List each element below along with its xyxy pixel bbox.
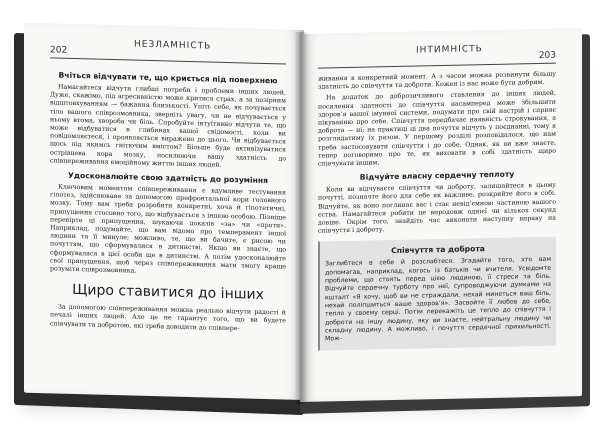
left-paragraph-2: Ключовим моментом співпереживання є вдумливе тестування гіпотез, здійснюване за допомогою префронтальної кори головного мозку. Тому вам треба розробити конкретні, хоча й гіпотетичні, припущення стосовно того, що відбувається з іншою особою. Пізніше перевірте ці припущення, шукаючи доказів «за» чи «проти». Наприклад, подумайте, що вам відомо про темперамент іншої людини та її минуле; можливо, те, що ви бачите, є рисою чи почуттям, що сформувалися в дитинстві. Якщо ви знаєте, що сформувалася в цієї особи ще в дитинстві. А потім удосконалюйте свої припущення, щоб через співпереживання мати змогу краще розуміти співрозмовника. [50, 183, 286, 275]
left-running-head: НЕЗЛАМНІСТЬ [134, 39, 212, 52]
chapter-title: Щиро ставитися до інших [72, 282, 264, 304]
right-page-content [318, 71, 556, 390]
left-page-number: 202 [50, 45, 68, 56]
right-header-rule [318, 63, 556, 69]
left-subsection-title: Удосконалюйте свою здатність до розуміння [68, 170, 268, 186]
left-paragraph-1: Намагайтеся відчути глибші потреби і проблеми інших людей. Дуже, скажімо, під агресивністю може критися страх, а за позірним відштовхуванням — бажання близькості. Упіть себе, як почувається тіло вашого співрозмовника, зверніть увагу, чи не відчувається у ньому втома, хвороба чи біль. Спробуйте інтуїтивно відчути те, що може відбуватися в глибинах вашої свідомості, коли ви повідомляєтеся, і проявляється виражено до цього. Чи відбувається щось під якимсь гнітючим вмістом? Більше буде активізуватися острівцева кора мозку, посилюючи вашу здатність до співпереживання емоційному життю інших людей. [50, 83, 286, 169]
right-section-title: Відчуйте власну сердечну теплоту [359, 169, 515, 182]
right-page-number: 203 [538, 50, 556, 61]
left-page-content [50, 65, 286, 387]
exercise-title: Співчуття та доброта [391, 244, 485, 256]
exercise-text: Заглибтеся в себе й розслабтеся. Згадайте того, хто вам допомагав, наприклад, когось із батьків чи вчителя. Усвідомте проблеми, що стоять перед цією людиною, її стреси та біль. Відчуйте сердечну турботу про неї, супроводжуючи думками на кшталт «Я хочу, щоб ви не страждали, нехай минеться ваш біль, нехай поліпшиться ваше здоров’я». Засвойте її любов до себе, тепло у своєму серці. Потім перекажіть це тепло до співчуття і доброти на іншу людину, яку ви знаєте, нейтральну людину чи складну людину. А можливо, і почуття сердечної прихильності. Мож- [325, 256, 551, 343]
right-paragraph-2: На додаток до доброзичливого ставлення до інших людей, посилення здатності до співчуття насамперед може збільшити здоров’я вашої імунної системи, подумати про свій настрій і сприяє пікуванню про себе. Співчуття передбачає наявність строкування, а доброта — ні; на практиці ці два почуття відчуть у поєднанні, тому я розглядатиму їх разом. У першому розділі розповідалося, що нам треба застосовувати співчуття і до себе. Однак, як ви вже знаєте, тепер поговоримо про те, як виховати в собі здатність щиро співчувати іншим. [318, 90, 556, 168]
left-page [24, 23, 304, 400]
right-page [300, 28, 582, 402]
right-running-head: ІНТИМНІСТЬ [416, 44, 483, 56]
left-section-title: Вчіться відчувати те, що криється під поверхнею [58, 70, 278, 86]
left-paragraph-3: За допомогою співпереживання можна реально відчути радості й печалі інших людей. Але це не гарантує того, що ви будете співчувати та добротою, які треба доводити до співпере- [50, 303, 286, 332]
right-paragraph-3: Коли ви відчуваєте співчуття чи доброту, залишайтеся в цьому почутті, позначте його для себе як важливе, розкрийте його в собі. Відчуйте, як воно поглинає вас і стає невід’ємною частиною вашого єства. Намагайтеся робити це впродовж однієї чи кількох секунд довше. Окрім того, знайдіть час виконати наступну вправу на співчуття і доброту. [318, 181, 556, 235]
exercise-box [318, 237, 556, 351]
book-gutter [294, 32, 308, 404]
left-header-rule [50, 57, 286, 64]
right-paragraph-1: живання в конкретний момент. А з часом можна розвинути більшу здатність до співчуття та доброти. Кожен із нас може бути добрим. [318, 70, 556, 91]
